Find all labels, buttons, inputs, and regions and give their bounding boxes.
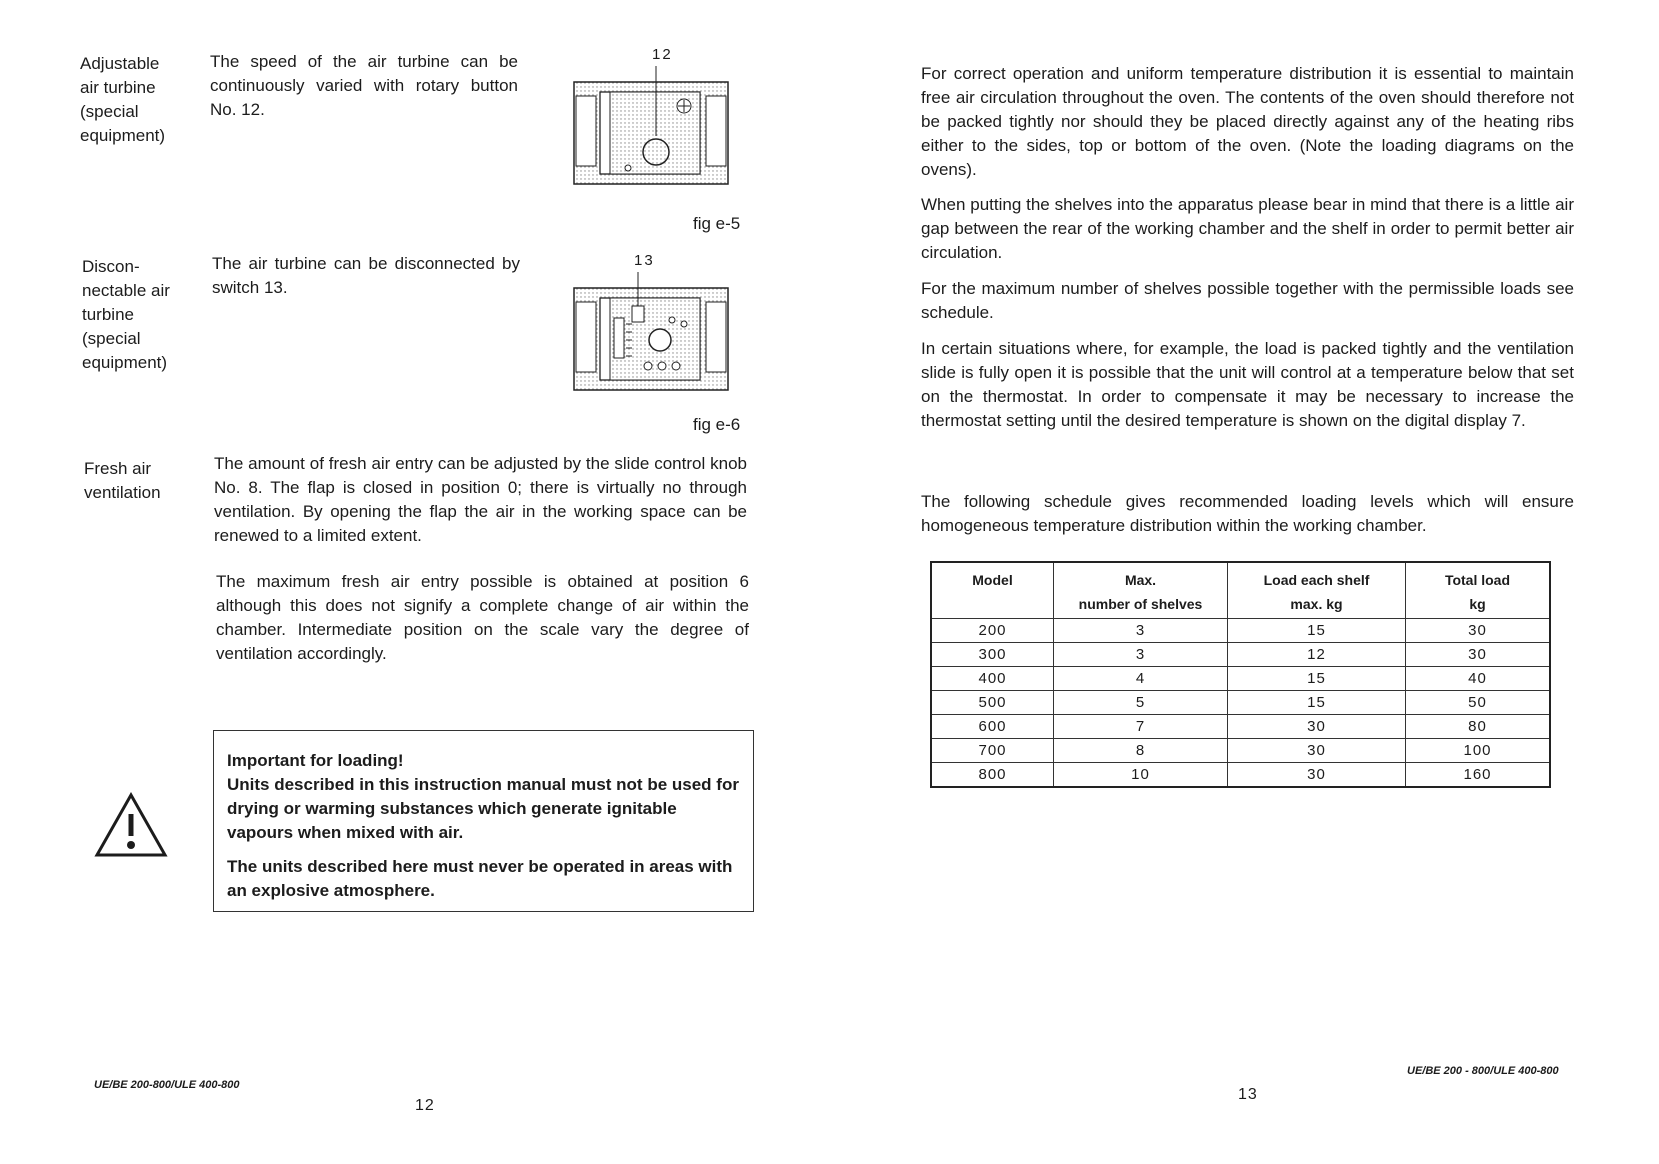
cell-max-shelves: 10 xyxy=(1054,763,1228,788)
oven-switch-panel-diagram xyxy=(572,272,732,402)
cell-total-load: 50 xyxy=(1406,691,1551,715)
air-turbine-speed-text: The speed of the air turbine can be continuously varied with rotary button No. 12. xyxy=(210,52,518,119)
column-header-load-each-shelf: Load each shelf max. kg xyxy=(1228,562,1406,619)
figure-e5 xyxy=(572,46,732,196)
side-label-line: equipment) xyxy=(80,126,166,145)
warning-title: Important for loading! xyxy=(227,751,404,770)
cell-model: 600 xyxy=(931,715,1054,739)
table-row xyxy=(931,763,1550,788)
cell-total-load: 100 xyxy=(1406,739,1551,763)
fresh-air-paragraph-2: The maximum fresh air entry possible is obtained at position 6 although this does not signify a complete change of air within the chamber. Intermediate position on the scale vary the degree of ventilation accordingly. xyxy=(216,572,749,663)
figure-e6 xyxy=(572,252,732,402)
cell-total-load: 80 xyxy=(1406,715,1551,739)
page-number-left: 12 xyxy=(415,1097,435,1114)
loading-schedule-table xyxy=(930,561,1551,788)
cell-max-shelves: 3 xyxy=(1054,619,1228,643)
side-label-line: Discon- xyxy=(82,257,140,276)
column-header-max-shelves: Max. number of shelves xyxy=(1054,562,1228,619)
side-label-line: Fresh air xyxy=(84,459,152,478)
table-row xyxy=(931,667,1550,691)
cell-total-load: 40 xyxy=(1406,667,1551,691)
air-turbine-switch-text: The air turbine can be disconnected by switch 13. xyxy=(212,254,520,297)
table-row xyxy=(931,643,1550,667)
cell-max-shelves: 3 xyxy=(1054,643,1228,667)
cell-model: 400 xyxy=(931,667,1054,691)
fresh-air-paragraph-1: The amount of fresh air entry can be adjusted by the slide control knob No. 8. The flap is closed in position 0; there is virtually no through ventilation. By opening the flap the air in the working space can be renewed to a limited extent. xyxy=(214,454,747,545)
cell-max-shelves: 8 xyxy=(1054,739,1228,763)
cell-load-each-shelf: 30 xyxy=(1228,715,1406,739)
paragraph-shelf-air-gap: When putting the shelves into the apparatus please bear in mind that there is a little air gap between the rear of the working chamber and the shelf in order to permit better air circulation. xyxy=(921,195,1574,262)
table-row xyxy=(931,715,1550,739)
cell-load-each-shelf: 15 xyxy=(1228,667,1406,691)
side-label-line: nectable air xyxy=(82,281,170,300)
cell-model: 800 xyxy=(931,763,1054,788)
cell-total-load: 30 xyxy=(1406,619,1551,643)
table-header-row xyxy=(931,562,1550,619)
cell-total-load: 30 xyxy=(1406,643,1551,667)
paragraph-air-circulation: For correct operation and uniform temperature distribution it is essential to maintain free air circulation throughout the oven. The contents of the oven should therefore not be packed tightly nor should they be placed directly against any of the heating ribs either to the sides, top or bottom of the oven. (Note the loading diagrams on the ovens). xyxy=(921,64,1574,179)
warning-triangle-icon xyxy=(94,792,168,858)
footer-model-ref-right: UE/BE 200 - 800/ULE 400-800 xyxy=(1407,1065,1559,1077)
warning-line-1: Units described in this instruction manual must not be used for drying or warming substances which generate ignitable vapours when mixed with air. xyxy=(227,775,739,842)
figure-callout-13: 13 xyxy=(634,252,655,269)
side-label-fresh-air-ventilation xyxy=(84,457,161,505)
warning-line-2: The units described here must never be operated in areas with an explosive atmosphere. xyxy=(227,857,733,900)
cell-model: 700 xyxy=(931,739,1054,763)
column-header-model: Model xyxy=(931,562,1054,619)
table-row xyxy=(931,619,1550,643)
side-label-line: turbine xyxy=(82,305,134,324)
side-label-disconnectable-air-turbine xyxy=(82,255,170,375)
figure-caption-e6: fig e-6 xyxy=(693,415,741,434)
side-label-line: (special xyxy=(82,329,141,348)
cell-load-each-shelf: 30 xyxy=(1228,739,1406,763)
side-label-line: ventilation xyxy=(84,483,161,502)
cell-max-shelves: 7 xyxy=(1054,715,1228,739)
paragraph-shelf-schedule: For the maximum number of shelves possible together with the permissible loads see schedule. xyxy=(921,279,1574,322)
footer-model-ref-left: UE/BE 200-800/ULE 400-800 xyxy=(94,1079,240,1091)
table-row xyxy=(931,691,1550,715)
side-label-line: air turbine xyxy=(80,78,156,97)
cell-load-each-shelf: 15 xyxy=(1228,619,1406,643)
table-row xyxy=(931,739,1550,763)
side-label-line: equipment) xyxy=(82,353,168,372)
cell-load-each-shelf: 30 xyxy=(1228,763,1406,788)
loading-warning-box xyxy=(213,730,754,912)
figure-caption-e5: fig e-5 xyxy=(693,214,741,233)
cell-model: 200 xyxy=(931,619,1054,643)
paragraph-thermostat-compensation: In certain situations where, for example, the load is packed tightly and the ventilation slide is fully open it is possible that the unit will control at a temperature below that set on the thermostat. In order to compensate it may be necessary to increase the thermostat setting until the desired temperature is shown on the digital display 7. xyxy=(921,339,1574,430)
column-header-total-load: Total load kg xyxy=(1406,562,1551,619)
side-label-adjustable-air-turbine xyxy=(80,52,165,148)
side-label-line: (special xyxy=(80,102,139,121)
oven-control-panel-diagram xyxy=(572,66,732,196)
cell-model: 300 xyxy=(931,643,1054,667)
cell-max-shelves: 5 xyxy=(1054,691,1228,715)
cell-load-each-shelf: 15 xyxy=(1228,691,1406,715)
figure-callout-12: 12 xyxy=(652,46,673,63)
cell-total-load: 160 xyxy=(1406,763,1551,788)
page-number-right: 13 xyxy=(1238,1086,1258,1103)
paragraph-schedule-intro: The following schedule gives recommended loading levels which will ensure homogeneous temperature distribution within the working chamber. xyxy=(921,492,1574,535)
side-label-line: Adjustable xyxy=(80,54,160,73)
cell-model: 500 xyxy=(931,691,1054,715)
cell-load-each-shelf: 12 xyxy=(1228,643,1406,667)
cell-max-shelves: 4 xyxy=(1054,667,1228,691)
